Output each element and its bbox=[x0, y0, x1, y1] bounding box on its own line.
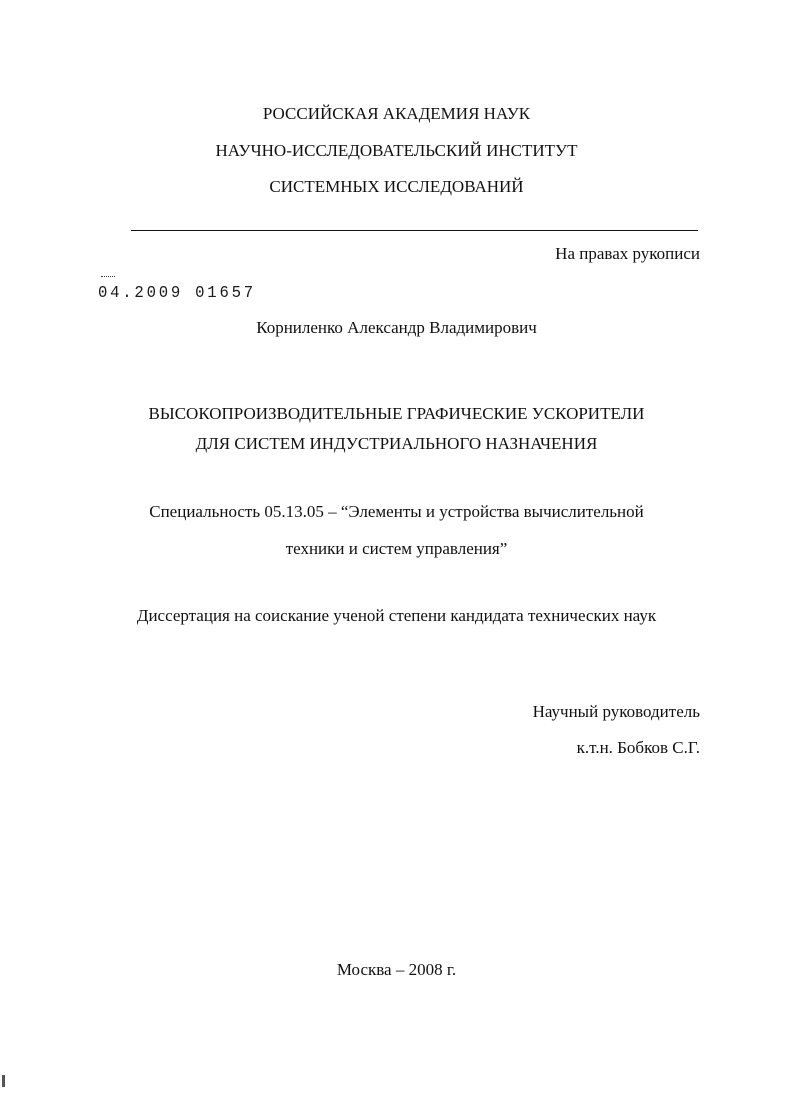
degree-statement: Диссертация на соискание ученой степени кандидата технических наук bbox=[136, 606, 657, 625]
specialty-line1: Специальность 05.13.05 – “Элементы и устройства вычислительной bbox=[149, 502, 644, 521]
author-name: Корниленко Александр Владимирович bbox=[256, 318, 537, 337]
supervisor-label: Научный руководитель bbox=[532, 702, 700, 721]
header-academy: РОССИЙСКАЯ АКАДЕМИЯ НАУК bbox=[262, 104, 531, 123]
rights-note: На правах рукописи bbox=[555, 244, 700, 263]
header-institute: НАУЧНО-ИССЛЕДОВАТЕЛЬСКИЙ ИНСТИТУТ bbox=[215, 141, 578, 160]
registration-stamp: 04.2009 01657 bbox=[98, 284, 256, 303]
supervisor-name: к.т.н. Бобков С.Г. bbox=[576, 738, 700, 757]
place-year: Москва – 2008 г. bbox=[336, 960, 457, 979]
header-divider bbox=[131, 230, 698, 231]
stamp-dots bbox=[101, 276, 115, 281]
scan-edge-mark bbox=[2, 1075, 5, 1087]
thesis-title-line1: ВЫСОКОПРОИЗВОДИТЕЛЬНЫЕ ГРАФИЧЕСКИЕ УСКОРИТЕЛИ bbox=[148, 404, 645, 423]
header-institute-name: СИСТЕМНЫХ ИССЛЕДОВАНИЙ bbox=[269, 177, 524, 196]
specialty-line2: техники и систем управления” bbox=[285, 539, 508, 558]
thesis-title-line2: ДЛЯ СИСТЕМ ИНДУСТРИАЛЬНОГО НАЗНАЧЕНИЯ bbox=[195, 434, 598, 453]
